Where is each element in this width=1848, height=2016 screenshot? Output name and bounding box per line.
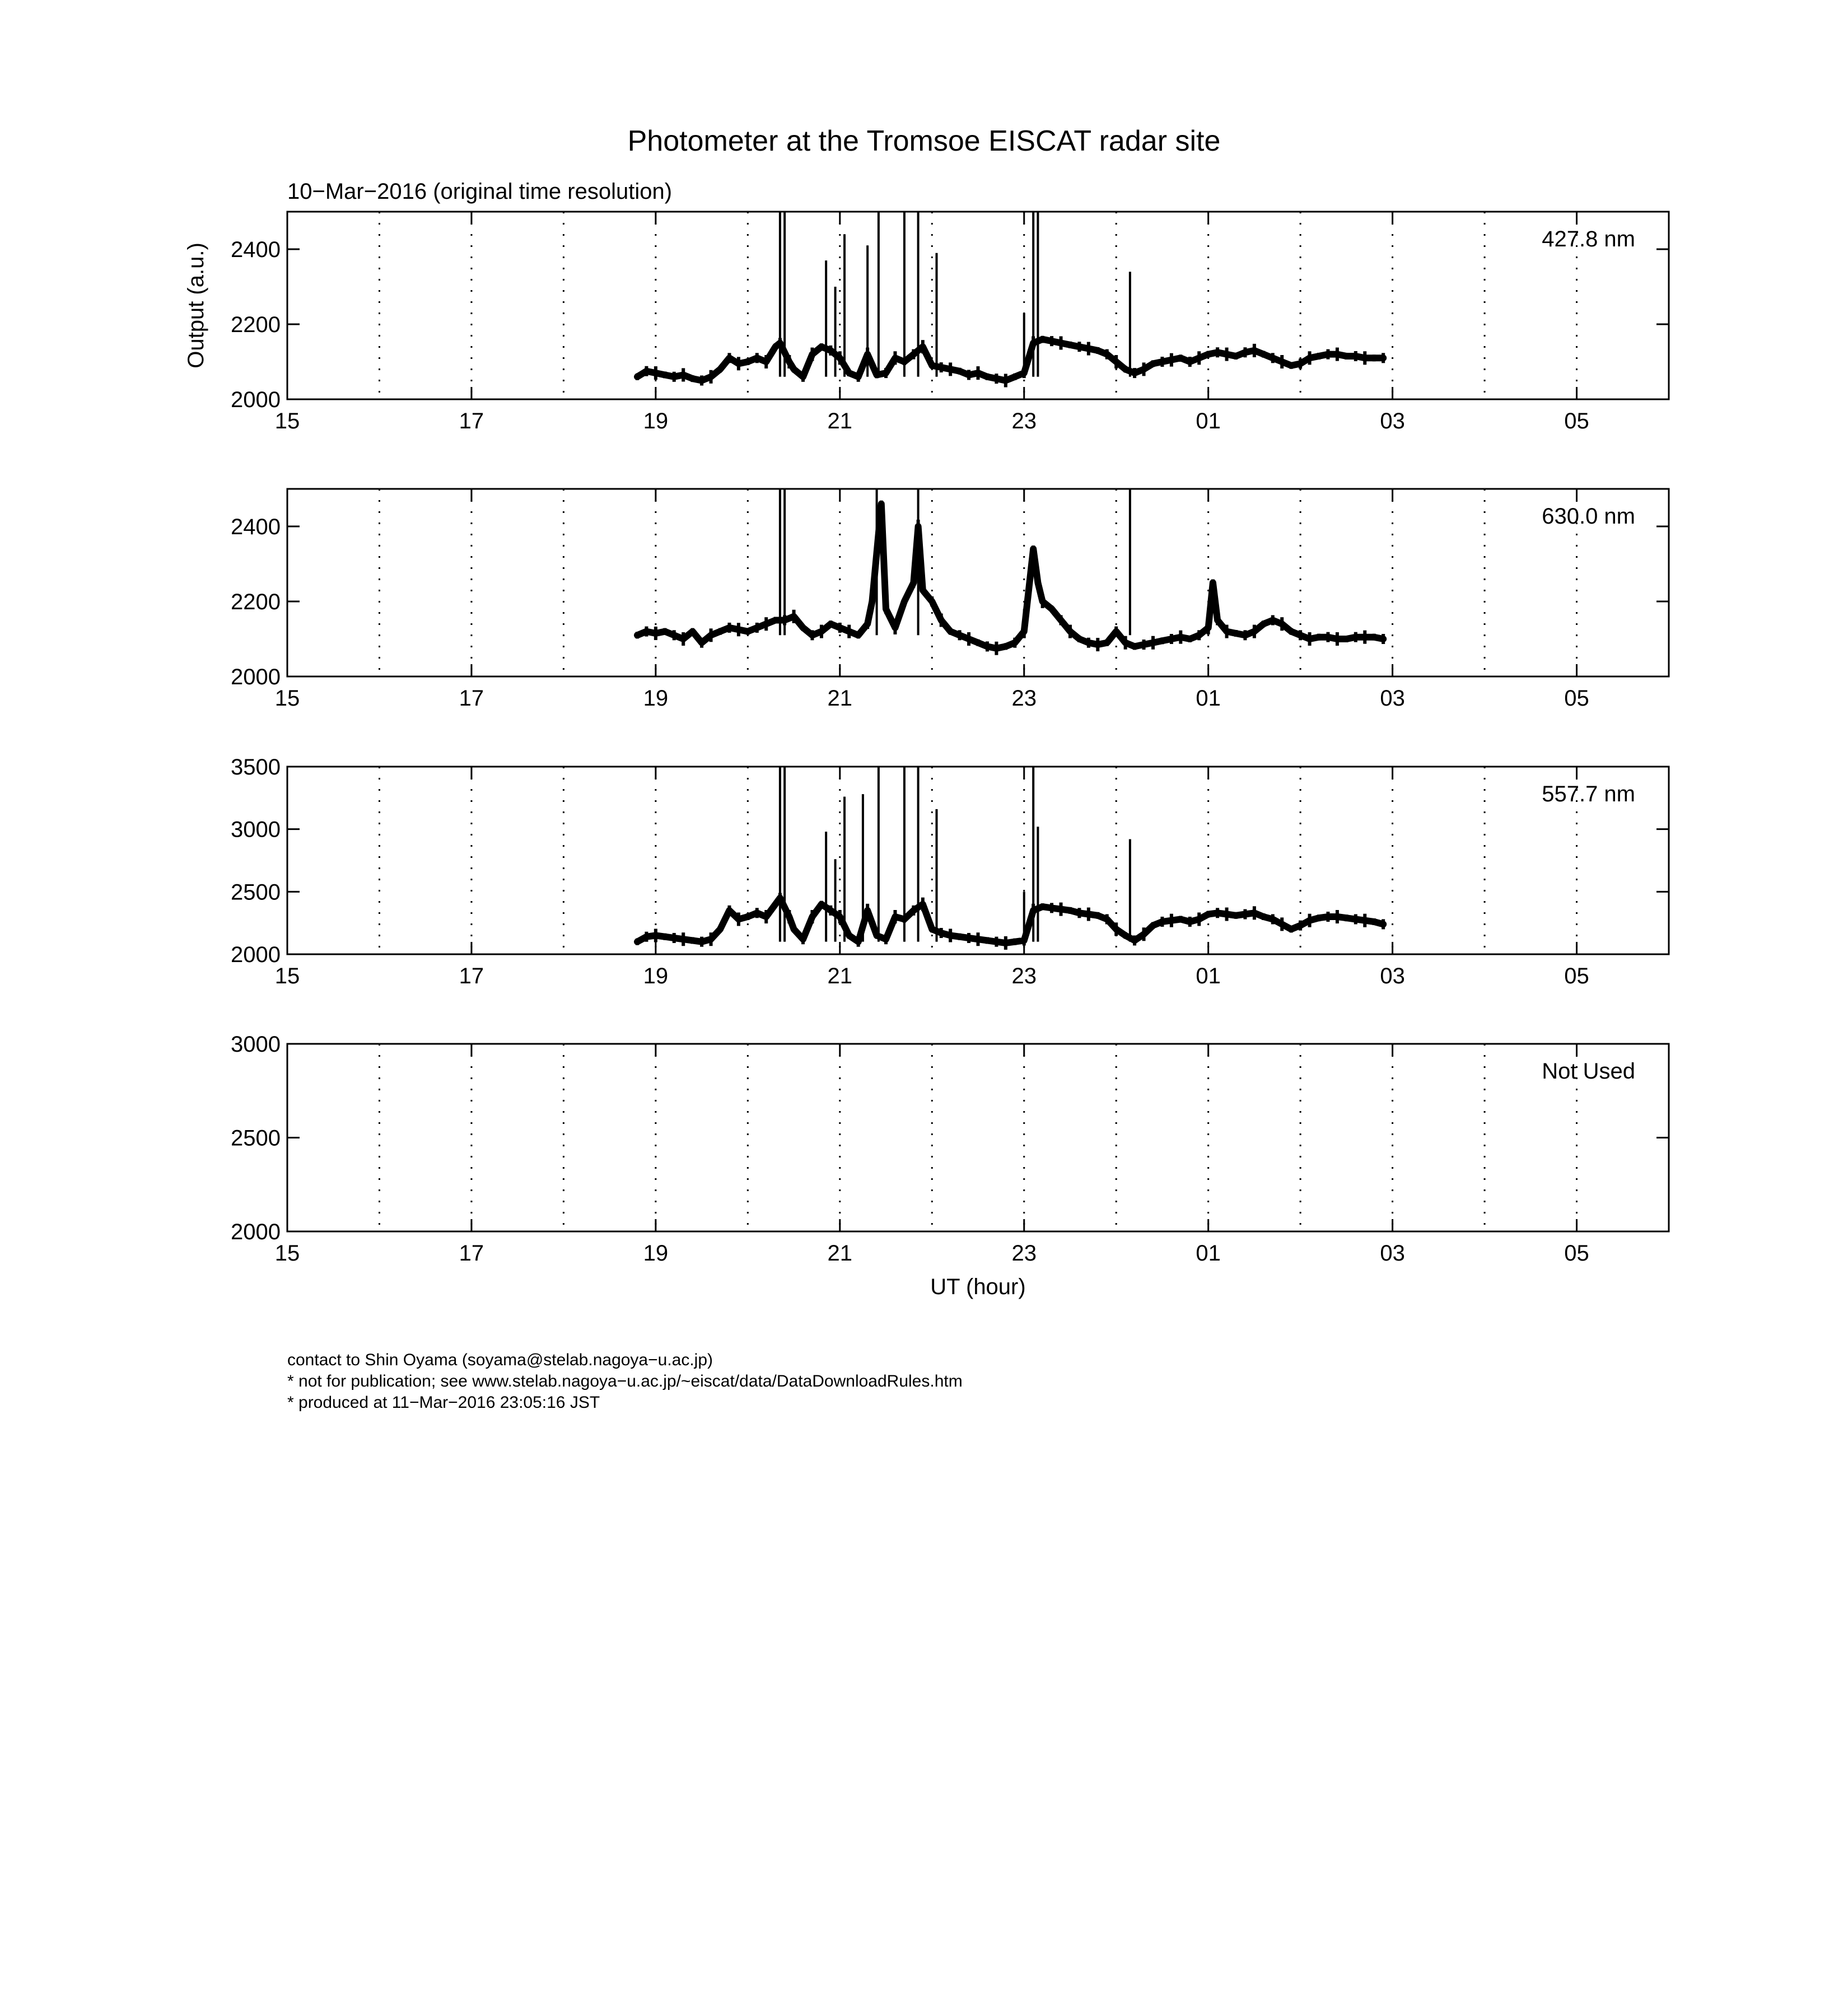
x-tick-label: 23 (1011, 1241, 1037, 1266)
x-tick-label: 23 (1011, 409, 1037, 433)
y-tick-label: 2000 (231, 665, 281, 689)
panel-label: 427.8 nm (1542, 227, 1635, 251)
x-tick-label: 03 (1380, 964, 1405, 988)
x-tick-label: 21 (827, 686, 853, 711)
panel-2 (231, 489, 1669, 711)
x-tick-label: 19 (643, 686, 669, 711)
y-tick-label: 2500 (231, 880, 281, 905)
panel-label: 557.7 nm (1542, 782, 1635, 806)
x-tick-label: 05 (1564, 1241, 1589, 1266)
y-tick-label: 2000 (231, 388, 281, 412)
y-tick-label: 2200 (231, 312, 281, 337)
x-tick-label: 19 (643, 1241, 669, 1266)
x-tick-label: 15 (274, 964, 300, 988)
x-tick-label: 19 (643, 964, 669, 988)
x-tick-label: 03 (1380, 686, 1405, 711)
panel-1 (184, 212, 1669, 433)
x-tick-label: 05 (1564, 409, 1589, 433)
x-tick-label: 21 (827, 409, 853, 433)
y-tick-label: 2200 (231, 590, 281, 614)
figure-title: Photometer at the Tromsoe EISCAT radar site (627, 125, 1221, 157)
y-tick-label: 2400 (231, 515, 281, 539)
x-tick-label: 23 (1011, 686, 1037, 711)
x-tick-label: 03 (1380, 1241, 1405, 1266)
y-tick-label: 2000 (231, 1220, 281, 1244)
y-tick-label: 3000 (231, 817, 281, 842)
panel-3 (231, 755, 1669, 988)
x-tick-label: 01 (1196, 409, 1221, 433)
x-tick-label: 21 (827, 964, 853, 988)
x-tick-label: 23 (1011, 964, 1037, 988)
y-tick-label: 2500 (231, 1126, 281, 1151)
x-tick-label: 15 (274, 1241, 300, 1266)
x-tick-label: 05 (1564, 964, 1589, 988)
panel-label: 630.0 nm (1542, 504, 1635, 529)
x-tick-label: 01 (1196, 1241, 1221, 1266)
x-tick-label: 17 (459, 1241, 484, 1266)
x-tick-label: 17 (459, 964, 484, 988)
footer-notes (287, 1350, 963, 1413)
axes-box (287, 489, 1669, 676)
x-tick-label: 01 (1196, 964, 1221, 988)
y-tick-label: 2000 (231, 942, 281, 967)
footer-produced-time: * produced at 11−Mar−2016 23:05:16 JST (287, 1393, 600, 1412)
series-line (637, 504, 1383, 648)
y-axis-label: Output (a.u.) (184, 242, 208, 368)
y-tick-label: 2400 (231, 237, 281, 262)
x-tick-label: 05 (1564, 686, 1589, 711)
panel-4 (231, 1032, 1669, 1299)
figure-subtitle: 10−Mar−2016 (original time resolution) (287, 179, 673, 204)
axes-box (287, 1044, 1669, 1231)
x-tick-label: 15 (274, 409, 300, 433)
x-tick-label: 21 (827, 1241, 853, 1266)
footer-publication-note: * not for publication; see www.stelab.nagoya−u.ac.jp/~eiscat/data/DataDownloadRules.htm (287, 1372, 963, 1390)
panel-label: Not Used (1542, 1059, 1635, 1084)
x-axis-label: UT (hour) (930, 1275, 1026, 1299)
y-tick-label: 3000 (231, 1032, 281, 1057)
x-tick-label: 17 (459, 409, 484, 433)
x-tick-label: 17 (459, 686, 484, 711)
y-tick-label: 3500 (231, 755, 281, 780)
x-tick-label: 01 (1196, 686, 1221, 711)
x-tick-label: 15 (274, 686, 300, 711)
x-tick-label: 19 (643, 409, 669, 433)
x-tick-label: 03 (1380, 409, 1405, 433)
footer-contact: contact to Shin Oyama (soyama@stelab.nagoya−u.ac.jp) (287, 1351, 713, 1369)
axes-box (287, 767, 1669, 954)
